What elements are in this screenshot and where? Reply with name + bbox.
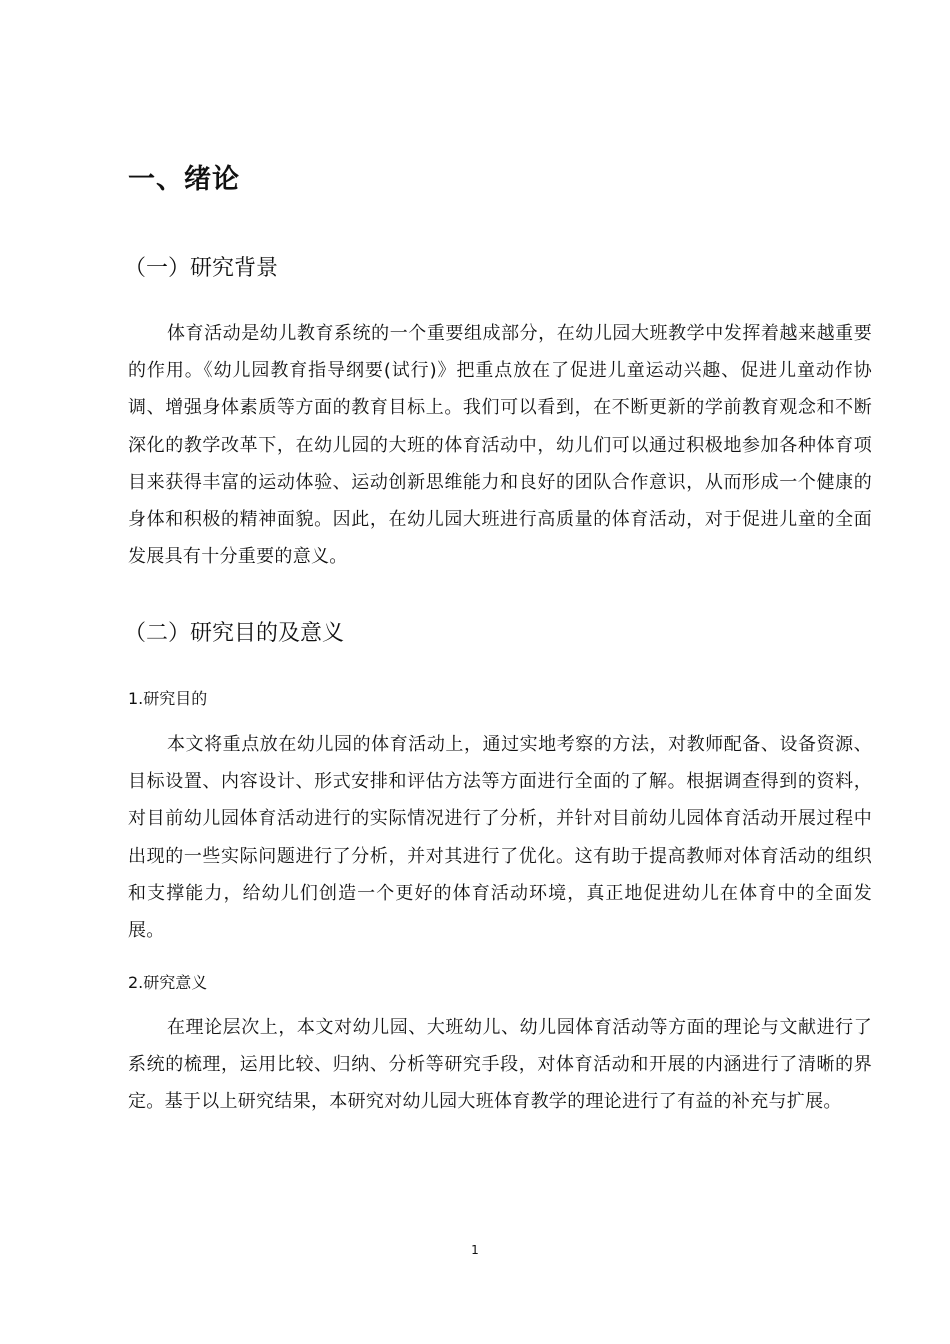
chapter-title: 一、绪论	[128, 164, 240, 195]
subsection-heading-significance: 2.研究意义	[128, 973, 208, 992]
subsection-heading-purpose: 1.研究目的	[128, 689, 208, 708]
significance-paragraph: 在理论层次上，本文对幼儿园、大班幼儿、幼儿园体育活动等方面的理论与文献进行了系统的梳理，运用比较、归纳、分析等研究手段，对体育活动和开展的内涵进行了清晰的界定。基于以上研究结果，本研究对幼儿园大班体育教学的理论进行了有益的补充与扩展。	[128, 1017, 872, 1113]
background-paragraph: 体育活动是幼儿教育系统的一个重要组成部分，在幼儿园大班教学中发挥着越来越重要的作用。《幼儿园教育指导纲要(试行)》把重点放在了促进儿童运动兴趣、促进儿童动作协调、增强身体素质等方面的教育目标上。我们可以看到，在不断更新的学前教育观念和不断深化的教学改革下，在幼儿园的大班的体育活动中，幼儿们可以通过积极地参加各种体育项目来获得丰富的运动体验、运动创新思维能力和良好的团队合作意识，从而形成一个健康的身体和积极的精神面貌。因此，在幼儿园大班进行高质量的体育活动，对于促进儿童的全面发展具有十分重要的意义。	[128, 323, 872, 568]
page-number: 1	[471, 1243, 479, 1257]
section-heading-background: （一）研究背景	[124, 256, 279, 281]
purpose-paragraph: 本文将重点放在幼儿园的体育活动上，通过实地考察的方法，对教师配备、设备资源、目标设置、内容设计、形式安排和评估方法等方面进行全面的了解。根据调查得到的资料，对目前幼儿园体育活动进行的实际情况进行了分析，并针对目前幼儿园体育活动开展过程中出现的一些实际问题进行了分析，并对其进行了优化。这有助于提高教师对体育活动的组织和支撑能力，给幼儿们创造一个更好的体育活动环境，真正地促进幼儿在体育中的全面发展。	[128, 734, 872, 942]
section-heading-purpose-significance: （二）研究目的及意义	[124, 621, 345, 646]
